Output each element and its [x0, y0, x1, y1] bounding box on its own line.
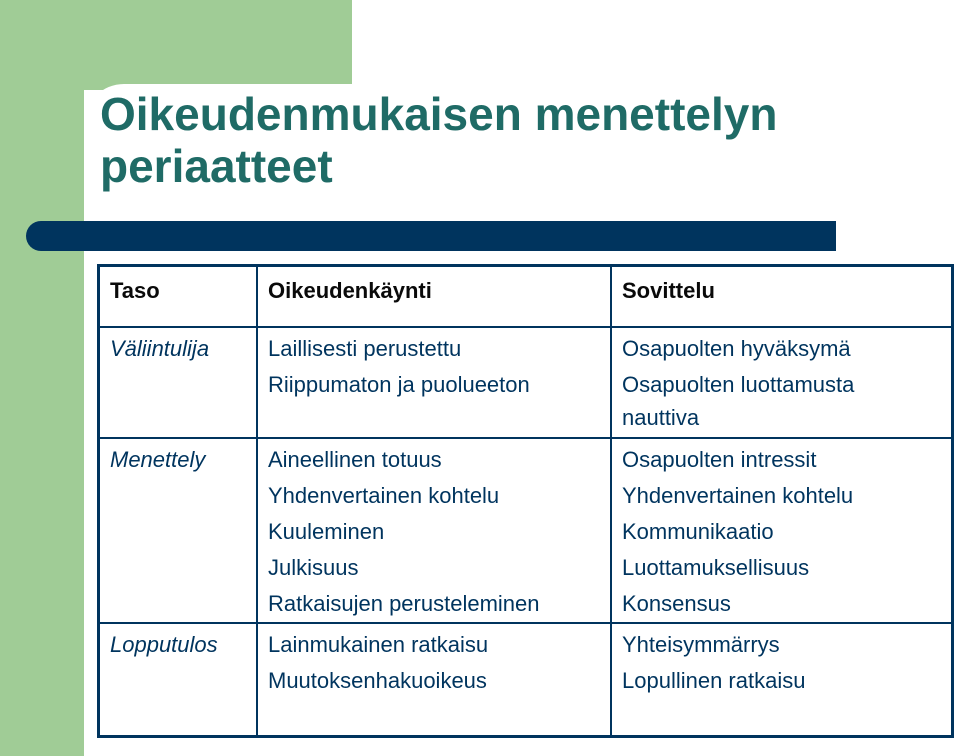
list-item: Kommunikaatio: [622, 519, 774, 544]
title-underline-bar: [26, 221, 836, 251]
table-row: [99, 438, 953, 623]
list-item: Lainmukainen ratkaisu: [268, 632, 489, 657]
header-mediation: Sovittelu: [611, 266, 953, 328]
list-item: Laillisesti perustettu: [268, 336, 462, 361]
list-item: Lopullinen ratkaisu: [622, 668, 806, 693]
list-item: Julkisuus: [268, 555, 359, 580]
table-row: [99, 327, 953, 438]
principles-table: [97, 264, 954, 738]
list-item: Osapuolten hyväksymä: [622, 336, 851, 361]
list-item: Osapuolten intressit: [622, 447, 817, 472]
header-court: Oikeudenkäynti: [257, 266, 611, 328]
mediation-cell: [611, 327, 953, 438]
slide-title: [100, 88, 940, 192]
list-item: Yhdenvertainen kohtelu: [268, 483, 500, 508]
table-header-row: [99, 266, 953, 328]
decor-green-band-left: [0, 0, 84, 756]
court-cell: [257, 623, 611, 737]
list-item: Riippumaton ja puolueeton: [268, 372, 530, 397]
slide-title-line1: Oikeudenmukaisen menettelyn: [100, 88, 778, 140]
row-level: Väliintulija: [99, 327, 258, 438]
slide-title-line2: periaatteet: [100, 140, 333, 192]
list-item: Muutoksenhakuoikeus: [268, 668, 487, 693]
decor-green-band-top: [0, 0, 352, 90]
court-cell: [257, 438, 611, 623]
mediation-cell: [611, 623, 953, 737]
table-row: [99, 623, 953, 737]
court-cell: [257, 327, 611, 438]
row-level: Menettely: [99, 438, 258, 623]
list-item: nauttiva: [622, 405, 700, 430]
row-level: Lopputulos: [99, 623, 258, 737]
list-item: Yhdenvertainen kohtelu: [622, 483, 854, 508]
list-item: Osapuolten luottamusta: [622, 372, 855, 397]
list-item: Aineellinen totuus: [268, 447, 442, 472]
mediation-cell: [611, 438, 953, 623]
list-item: Luottamuksellisuus: [622, 555, 810, 580]
list-item: Kuuleminen: [268, 519, 385, 544]
header-level: Taso: [99, 266, 258, 328]
list-item: Konsensus: [622, 591, 731, 616]
list-item: Ratkaisujen perusteleminen: [268, 591, 540, 616]
list-item: Yhteisymmärrys: [622, 632, 780, 657]
